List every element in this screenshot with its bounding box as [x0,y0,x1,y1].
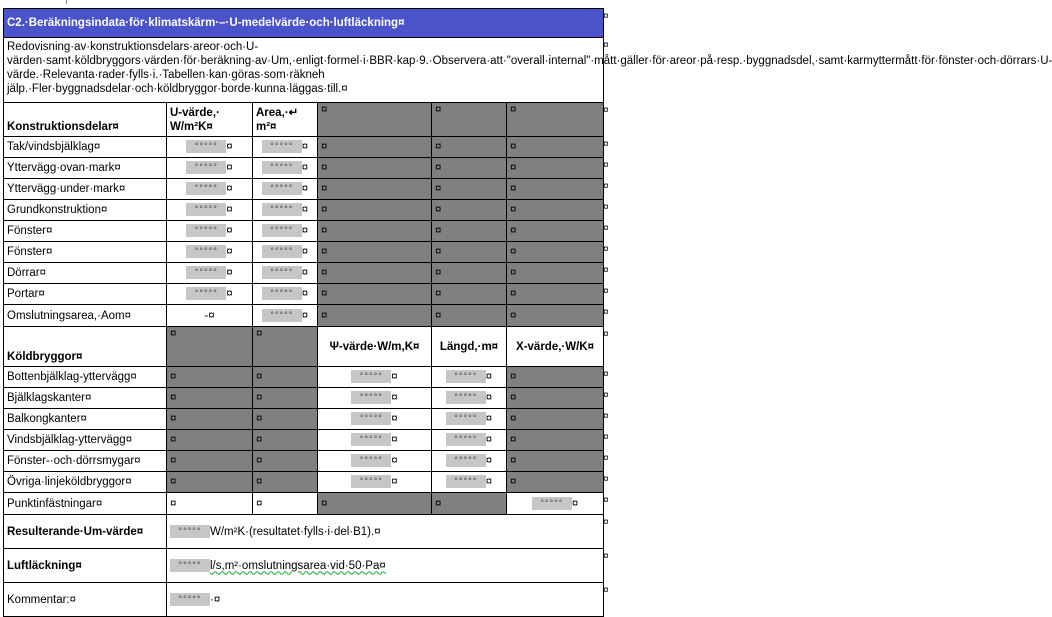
row-end-mark: ¤ [603,222,609,234]
row-end-mark: ¤ [603,368,609,380]
length-input[interactable]: °°°°° [446,454,486,467]
construction-row: Fönster¤ °°°°° ¤ °°°°° ¤ ¤ ¤ ¤ [4,242,604,263]
area-input[interactable]: °°°°° [262,245,302,258]
point-fixing-label: Punktinfästningar¤ [4,493,167,515]
gray-cell: ¤ [507,388,604,409]
gray-cell: ¤ [253,367,318,388]
u-value-input[interactable]: °°°°° [186,182,226,195]
construction-label: Dörrar¤ [4,263,167,284]
gray-cell: ¤ [507,200,604,221]
gray-cell: ¤ [253,451,318,472]
construction-row: Grundkonstruktion¤ °°°°° ¤ °°°°° ¤ ¤ ¤ ¤ [4,200,604,221]
row-end-mark: ¤ [603,494,609,506]
area-input[interactable]: °°°°° [262,266,302,279]
thermal-bridge-label: Bjälklagskanter¤ [4,388,167,409]
row-end-mark: ¤ [603,431,609,443]
construction-row: Portar¤ °°°°° ¤ °°°°° ¤ ¤ ¤ ¤ [4,284,604,305]
row-end-mark: ¤ [603,285,609,297]
um-value-input[interactable]: °°°°° [170,525,210,538]
total-area-row: Omslutningsarea,·Aom¤ -¤ °°°°° ¤ ¤ ¤ ¤ [4,305,604,327]
point-fixing-row: Punktinfästningar¤ ¤ ¤ ¤ ¤ °°°°° ¤ [4,493,604,515]
result-um-label: Resulterande·Um-värde¤ [4,515,167,549]
construction-row: Fönster¤ °°°°° ¤ °°°°° ¤ ¤ ¤ ¤ [4,221,604,242]
col-chi: X-värde,·W/K¤ [507,327,604,367]
gray-cell: ¤ [167,451,253,472]
total-u-dash: -¤ [167,305,253,327]
psi-input[interactable]: °°°°° [351,412,391,425]
u-value-input[interactable]: °°°°° [186,287,226,300]
construction-label: Fönster¤ [4,242,167,263]
row-end-mark: ¤ [603,452,609,464]
length-input[interactable]: °°°°° [446,370,486,383]
total-area-label: Omslutningsarea,·Aom¤ [4,305,167,327]
gray-cell: ¤ [432,179,507,200]
row-end-mark: ¤ [603,138,609,150]
construction-row: Yttervägg·under·mark¤ °°°°° ¤ °°°°° ¤ ¤ ¤ ¤ [4,179,604,200]
gray-cell: ¤ [432,137,507,158]
gray-cell: ¤ [318,305,432,327]
u-value-input[interactable]: °°°°° [186,140,226,153]
row-end-mark: ¤ [603,516,609,528]
gray-cell: ¤ [432,242,507,263]
gray-cell: ¤ [318,103,432,137]
gray-cell: ¤ [507,284,604,305]
gray-cell: ¤ [432,305,507,327]
gray-cell: ¤ [432,263,507,284]
section-title: C2.·Beräkningsindata·för·klimatskärm·–·U-medelvärde·och·luftläckning¤ [4,9,604,38]
gray-cell: ¤ [167,472,253,493]
row-end-mark: ¤ [603,550,609,562]
construction-label: Yttervägg·under·mark¤ [4,179,167,200]
thermal-bridge-row: Fönster-·och·dörrsmygar¤ ¤ ¤ °°°°° ¤ °°°°° ¤ ¤ [4,451,604,472]
area-input[interactable]: °°°°° [262,203,302,216]
psi-input[interactable]: °°°°° [351,475,391,488]
construction-label: Tak/vindsbjälklag¤ [4,137,167,158]
gray-cell: ¤ [507,430,604,451]
col-area: Area,·↵ m²¤ [253,103,318,137]
thermal-bridge-label: Övriga·linjeköldbryggor¤ [4,472,167,493]
gray-cell: ¤ [432,493,507,515]
gray-cell: ¤ [318,221,432,242]
thermal-bridge-row: Vindsbjälklag-yttervägg¤ ¤ ¤ °°°°° ¤ °°°°° ¤ ¤ [4,430,604,451]
col-psi: Ψ-värde·W/m,K¤ [318,327,432,367]
gray-cell: ¤ [507,367,604,388]
gray-cell: ¤ [318,284,432,305]
area-input[interactable]: °°°°° [262,140,302,153]
gray-cell: ¤ [432,284,507,305]
indata-form-table [3,8,1052,617]
gray-cell: ¤ [507,137,604,158]
u-value-input[interactable]: °°°°° [186,266,226,279]
construction-label: Fönster¤ [4,221,167,242]
gray-cell: ¤ [432,158,507,179]
gray-cell: ¤ [507,451,604,472]
gray-cell: ¤ [432,103,507,137]
thermal-bridge-label: Bottenbjälklag-yttervägg¤ [4,367,167,388]
total-area-input[interactable]: °°°°° [262,309,302,322]
chi-input[interactable]: °°°°° [532,497,572,510]
row-end-mark: ¤ [603,584,609,596]
constructions-heading: Konstruktionsdelar¤ [4,103,167,137]
gray-cell: ¤ [318,493,432,515]
psi-input[interactable]: °°°°° [351,454,391,467]
u-value-input[interactable]: °°°°° [186,203,226,216]
thermal-bridge-label: Vindsbjälklag-yttervägg¤ [4,430,167,451]
row-end-mark: ¤ [603,180,609,192]
gray-cell: ¤ [318,158,432,179]
empty-cell: ¤ [253,493,318,515]
length-input[interactable]: °°°°° [446,433,486,446]
thermal-bridge-label: Balkongkanter¤ [4,409,167,430]
area-input[interactable]: °°°°° [262,224,302,237]
row-end-mark: ¤ [603,306,609,318]
thermal-bridge-row: Bottenbjälklag-yttervägg¤ ¤ ¤ °°°°° ¤ °°°°° ¤ ¤ [4,367,604,388]
row-end-mark: ¤ [603,264,609,276]
col-length: Längd,·m¤ [432,327,507,367]
construction-row: Dörrar¤ °°°°° ¤ °°°°° ¤ ¤ ¤ ¤ [4,263,604,284]
gray-cell: ¤ [167,388,253,409]
psi-input[interactable]: °°°°° [351,370,391,383]
result-um-row [4,515,604,549]
comment-input[interactable]: °°°°° [170,593,210,606]
intro-text: Redovisning·av·konstruktionsdelars·areor·och·U-värden·samt·köldbryggors·värden·för·beräkning·av·Um,·enligt·formel·i·BBR·kap·9.·Observera·att·"overall·internal"·mått·gäller·för·areor·på·resp.·byggnadsdel,·samt·karmyttermått·för·fönster·och·dörrars·U-värde.·Relevanta·rader·fylls·i.·Tabellen·kan·göras·som·räkneh jälp.·Fler·byggnadsdelar·och·köldbryggor·borde·kunna·läggas·till.¤ [4,38,604,103]
gray-cell: ¤ [253,472,318,493]
thermal-bridge-header-row [4,327,604,367]
row-end-mark: ¤ [603,201,609,213]
thermal-bridge-row: Bjälklagskanter¤ ¤ ¤ °°°°° ¤ °°°°° ¤ ¤ [4,388,604,409]
gray-cell: ¤ [432,221,507,242]
row-end-mark: ¤ [603,159,609,171]
gray-cell: ¤ [253,409,318,430]
u-value-input[interactable]: °°°°° [186,224,226,237]
psi-input[interactable]: °°°°° [351,391,391,404]
row-end-mark: ¤ [603,39,609,51]
comment-label: Kommentar:¤ [4,583,167,617]
length-input[interactable]: °°°°° [446,391,486,404]
gray-cell: ¤ [507,158,604,179]
row-end-mark: ¤ [603,243,609,255]
gray-cell: ¤ [167,327,253,367]
u-value-input[interactable]: °°°°° [186,245,226,258]
length-input[interactable]: °°°°° [446,412,486,425]
gray-cell: ¤ [432,200,507,221]
row-end-mark: ¤ [603,473,609,485]
construction-row: Yttervägg·ovan·mark¤ °°°°° ¤ °°°°° ¤ ¤ ¤ ¤ [4,158,604,179]
construction-label: Grundkonstruktion¤ [4,200,167,221]
row-end-mark: ¤ [603,104,609,116]
ruler-tick [66,0,67,4]
gray-cell: ¤ [253,430,318,451]
psi-input[interactable]: °°°°° [351,433,391,446]
gray-cell: ¤ [507,409,604,430]
um-unit-text: W/m²K·(resultatet·fylls·i·del·B1).¤ [210,525,381,538]
thermal-bridge-row: Balkongkanter¤ ¤ ¤ °°°°° ¤ °°°°° ¤ ¤ [4,409,604,430]
thermal-bridge-label: Fönster-·och·dörrsmygar¤ [4,451,167,472]
gray-cell: ¤ [507,305,604,327]
gray-cell: ¤ [167,367,253,388]
area-input[interactable]: °°°°° [262,182,302,195]
construction-row: Tak/vindsbjälklag¤ °°°°° ¤ °°°°° ¤ ¤ ¤ ¤ [4,137,604,158]
comment-row [4,583,604,617]
thermal-bridge-row: Övriga·linjeköldbryggor¤ ¤ ¤ °°°°° ¤ °°°°° ¤ ¤ [4,472,604,493]
col-u-value: U-värde,· W/m²K¤ [167,103,253,137]
gray-cell: ¤ [253,327,318,367]
gray-cell: ¤ [507,221,604,242]
gray-cell: ¤ [507,263,604,284]
air-leakage-row [4,549,604,583]
gray-cell: ¤ [167,409,253,430]
gray-cell: ¤ [507,179,604,200]
air-leakage-unit-text: l/s,m²·omslutningsarea·vid·50·Pa¤ [210,559,386,572]
area-input[interactable]: °°°°° [262,161,302,174]
thermal-bridges-heading: Köldbryggor¤ [4,327,167,367]
gray-cell: ¤ [318,137,432,158]
comment-text: ·¤ [210,593,221,606]
gray-cell: ¤ [253,388,318,409]
gray-cell: ¤ [318,263,432,284]
gray-cell: ¤ [167,430,253,451]
row-end-mark: ¤ [603,410,609,422]
row-end-mark: ¤ [603,10,609,22]
empty-cell: ¤ [167,493,253,515]
gray-cell: ¤ [507,103,604,137]
air-leakage-label: Luftläckning¤ [4,549,167,583]
air-leakage-input[interactable]: °°°°° [170,559,210,572]
gray-cell: ¤ [507,242,604,263]
row-end-mark: ¤ [603,328,609,340]
gray-cell: ¤ [507,472,604,493]
u-value-input[interactable]: °°°°° [186,161,226,174]
area-input[interactable]: °°°°° [262,287,302,300]
row-end-mark: ¤ [603,389,609,401]
construction-label: Yttervägg·ovan·mark¤ [4,158,167,179]
construction-label: Portar¤ [4,284,167,305]
gray-cell: ¤ [318,200,432,221]
gray-cell: ¤ [318,242,432,263]
row-end-marks [603,0,616,616]
length-input[interactable]: °°°°° [446,475,486,488]
gray-cell: ¤ [318,179,432,200]
